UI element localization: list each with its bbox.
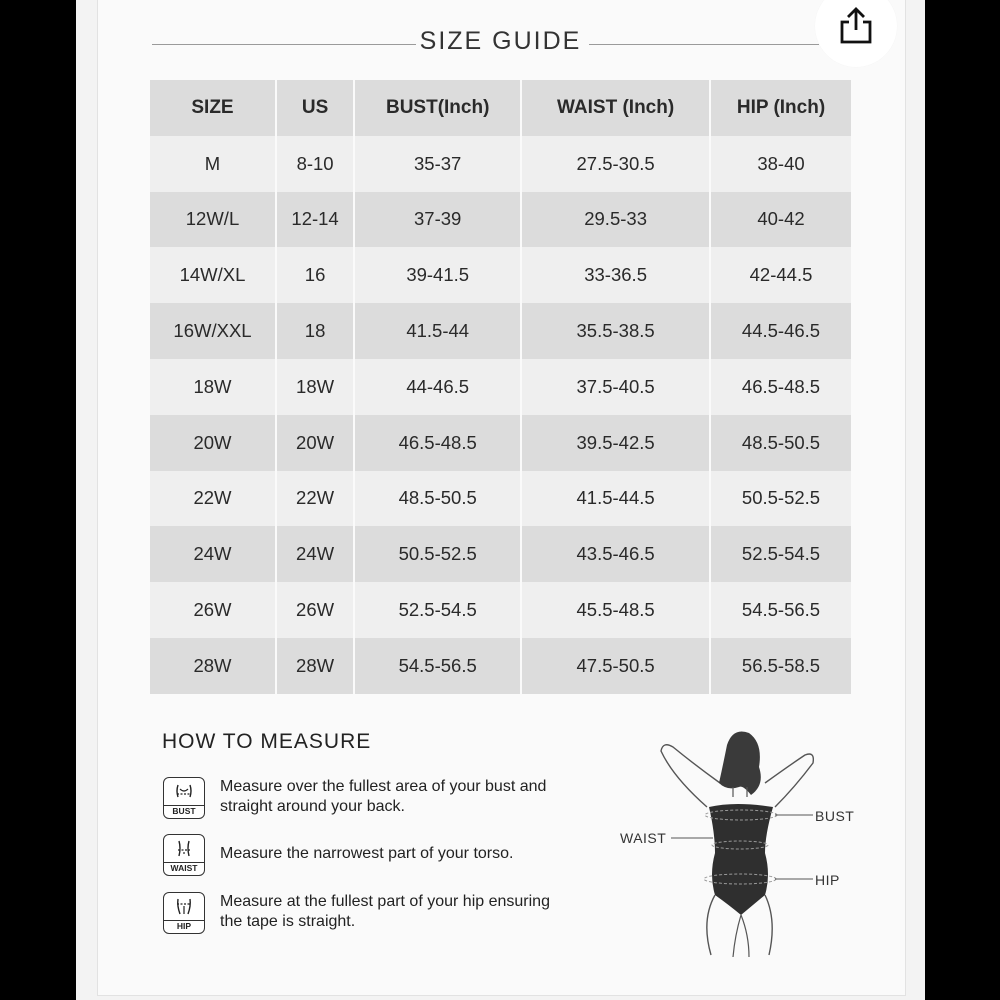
cell-waist: 41.5-44.5 [522,471,711,527]
waist-instruction-line-1: Measure the narrowest part of your torso. [220,845,514,862]
cell-waist: 27.5-30.5 [522,136,711,192]
bust-instruction [220,777,546,817]
cell-waist: 39.5-42.5 [522,415,711,471]
cell-waist: 29.5-33 [522,192,711,248]
header-hip: HIP (Inch) [711,80,851,136]
cell-size: M [150,136,277,192]
cell-bust: 37-39 [355,192,522,248]
cell-us: 8-10 [277,136,355,192]
cell-bust: 41.5-44 [355,303,522,359]
cell-bust: 35-37 [355,136,522,192]
figure-label-bust: BUST [815,808,855,824]
size-table [150,80,851,694]
bust-icon-label: BUST [164,805,204,816]
figure-label-waist: WAIST [620,830,667,846]
cell-bust: 46.5-48.5 [355,415,522,471]
cell-size: 28W [150,638,277,694]
cell-waist: 43.5-46.5 [522,526,711,582]
cell-us: 26W [277,582,355,638]
table-row [150,247,851,303]
cell-us: 18W [277,359,355,415]
figure-label-hip: HIP [815,872,840,888]
cell-us: 20W [277,415,355,471]
cell-bust: 52.5-54.5 [355,582,522,638]
cell-hip: 48.5-50.5 [711,415,851,471]
table-row [150,303,851,359]
cell-hip: 46.5-48.5 [711,359,851,415]
cell-waist: 47.5-50.5 [522,638,711,694]
hip-tape-icon [163,892,205,934]
header-us: US [277,80,355,136]
cell-size: 24W [150,526,277,582]
cell-hip: 40-42 [711,192,851,248]
cell-size: 26W [150,582,277,638]
cell-us: 22W [277,471,355,527]
page-title: SIZE GUIDE [419,27,582,55]
cell-bust: 44-46.5 [355,359,522,415]
cell-size: 20W [150,415,277,471]
waist-icon-label: WAIST [164,862,204,873]
title-row [76,22,925,66]
cell-hip: 56.5-58.5 [711,638,851,694]
cell-us: 12-14 [277,192,355,248]
table-header-row [150,80,851,136]
cell-us: 18 [277,303,355,359]
waist-tape-icon [163,834,205,876]
table-row [150,359,851,415]
share-icon [836,6,876,46]
hip-instruction-line-1: Measure at the fullest part of your hip ensuring [220,893,550,910]
table-row [150,192,851,248]
table-body [150,136,851,694]
how-to-measure-title: HOW TO MEASURE [162,730,372,753]
hip-instruction [220,892,550,932]
cell-bust: 54.5-56.5 [355,638,522,694]
header-waist: WAIST (Inch) [522,80,711,136]
bust-instruction-line-2: straight around your back. [220,798,405,815]
bust-tape-icon [163,777,205,819]
cell-size: 12W/L [150,192,277,248]
cell-us: 16 [277,247,355,303]
waist-instruction [220,844,513,864]
table-row [150,582,851,638]
header-bust: BUST(Inch) [355,80,522,136]
measurement-figure [615,725,855,970]
cell-hip: 54.5-56.5 [711,582,851,638]
cell-hip: 38-40 [711,136,851,192]
table-row [150,638,851,694]
cell-bust: 50.5-52.5 [355,526,522,582]
cell-us: 24W [277,526,355,582]
hip-instruction-line-2: the tape is straight. [220,913,356,930]
cell-bust: 48.5-50.5 [355,471,522,527]
cell-size: 16W/XXL [150,303,277,359]
cell-us: 28W [277,638,355,694]
header-size: SIZE [150,80,277,136]
cell-bust: 39-41.5 [355,247,522,303]
cell-hip: 42-44.5 [711,247,851,303]
cell-hip: 50.5-52.5 [711,471,851,527]
cell-size: 22W [150,471,277,527]
cell-waist: 37.5-40.5 [522,359,711,415]
cell-waist: 35.5-38.5 [522,303,711,359]
cell-waist: 33-36.5 [522,247,711,303]
cell-waist: 45.5-48.5 [522,582,711,638]
table-row [150,526,851,582]
cell-size: 14W/XL [150,247,277,303]
table-row [150,415,851,471]
bust-instruction-line-1: Measure over the fullest area of your bust and [220,778,547,795]
cell-size: 18W [150,359,277,415]
cell-hip: 52.5-54.5 [711,526,851,582]
hip-icon-label: HIP [164,920,204,931]
cell-hip: 44.5-46.5 [711,303,851,359]
table-row [150,136,851,192]
table-row [150,471,851,527]
